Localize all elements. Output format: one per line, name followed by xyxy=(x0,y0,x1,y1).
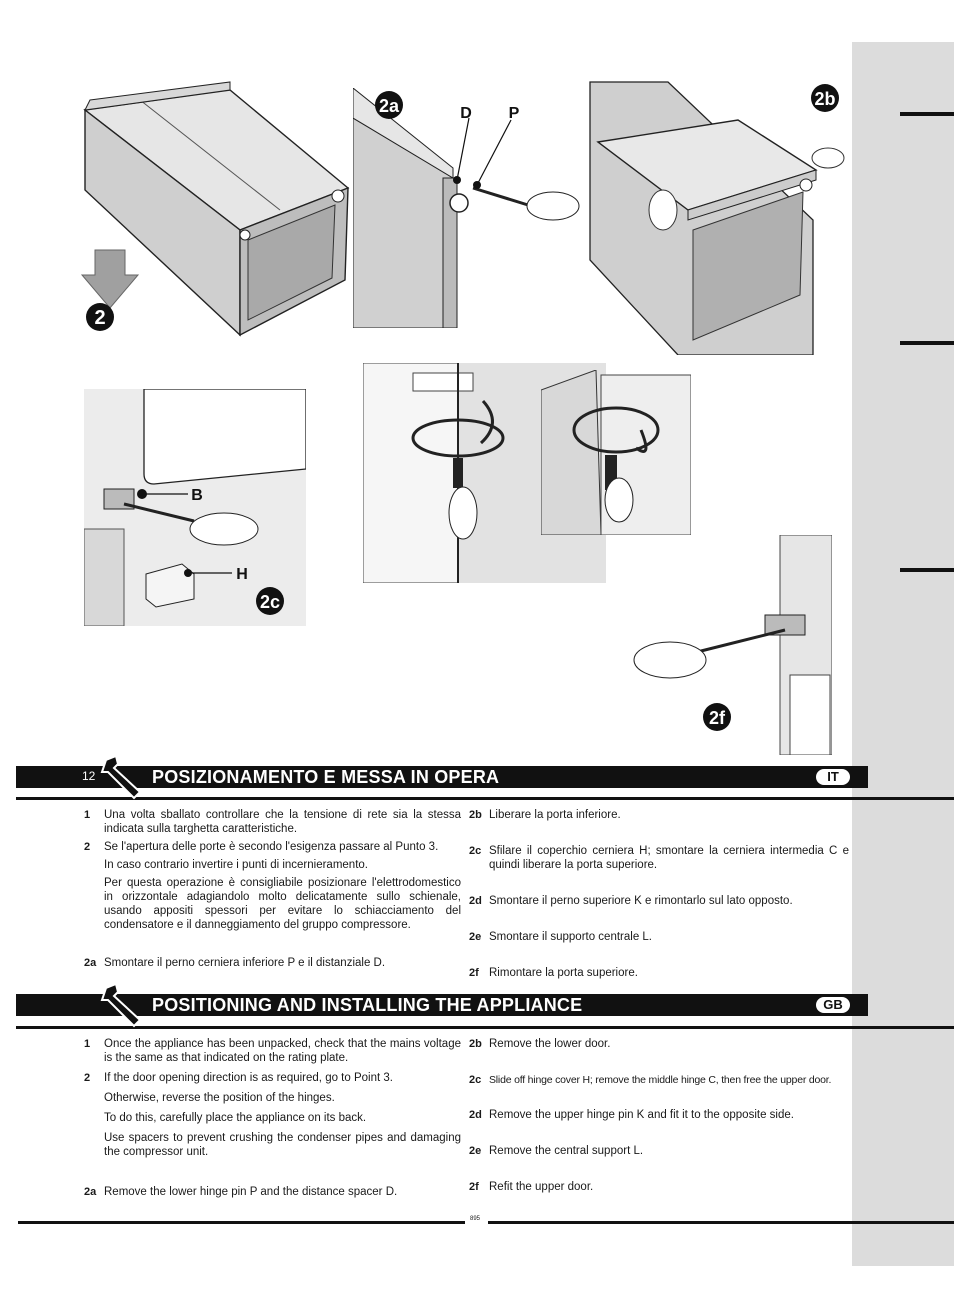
figure-badge: 2f xyxy=(708,708,726,728)
footer-rule xyxy=(18,1221,465,1224)
figure-2b-lower-door-removal xyxy=(588,80,848,355)
section-divider xyxy=(16,797,954,800)
step-number: 2e xyxy=(469,1145,482,1157)
step-number: 2f xyxy=(469,967,479,979)
language-badge: GB xyxy=(816,997,850,1013)
step-number: 2b xyxy=(469,1038,482,1050)
figure-badge: 2a xyxy=(378,96,400,116)
step-text: Refit the upper door. xyxy=(489,1181,594,1193)
step-number: 2a xyxy=(84,1186,97,1198)
section-header-it xyxy=(16,766,868,788)
label-p: P xyxy=(508,105,520,122)
wrench-icon xyxy=(100,754,146,805)
step-number: 2b xyxy=(469,809,482,821)
figure-2c-hinge-cover xyxy=(84,389,306,626)
step-text: Otherwise, reverse the position of the hinges. xyxy=(104,1092,335,1104)
section-title: POSIZIONAMENTO E MESSA IN OPERA xyxy=(152,767,500,787)
step-number: 2f xyxy=(469,1181,479,1193)
figure-2e-central-support xyxy=(541,370,691,535)
step-text: Smontare il perno superiore K e rimontarlo sul lato opposto. xyxy=(489,895,793,907)
step-text: Rimontare la porta superiore. xyxy=(489,967,638,979)
section-title: POSITIONING AND INSTALLING THE APPLIANCE xyxy=(152,995,583,1015)
step-number: 1 xyxy=(84,1038,91,1050)
step-number: 2d xyxy=(469,1109,482,1121)
section-divider xyxy=(16,1026,954,1029)
step-number: 2c xyxy=(469,845,482,857)
step-number: 2 xyxy=(84,841,91,853)
step-text: Use spacers to prevent crushing the condenser pipes and damaging the compressor unit. xyxy=(104,1132,461,1158)
step-text: Smontare il perno cerniera inferiore P e il distanziale D. xyxy=(104,957,386,969)
figure-2f-refit-door xyxy=(605,535,832,755)
page-number: 12 xyxy=(82,769,96,783)
step-number: 2 xyxy=(84,1072,91,1084)
label-b: B xyxy=(191,487,203,504)
figure-badge: 2c xyxy=(259,592,281,612)
figure-badge: 2b xyxy=(814,89,836,109)
step-number: 2e xyxy=(469,931,482,943)
step-text: Se l'apertura delle porte è secondo l'esigenza passare al Punto 3. xyxy=(104,841,439,853)
figure-2a-lower-hinge xyxy=(353,88,593,328)
label-d: D xyxy=(460,105,472,122)
step-text: Remove the lower door. xyxy=(489,1038,611,1050)
step-text: To do this, carefully place the appliance on its back. xyxy=(104,1112,367,1124)
sidebar-marker xyxy=(900,112,954,116)
label-h: H xyxy=(236,566,248,583)
sidebar-marker xyxy=(900,341,954,345)
step-number: 2c xyxy=(469,1074,482,1086)
step-text: Liberare la porta inferiore. xyxy=(489,809,621,821)
page-sidebar-tab xyxy=(852,42,954,1266)
step-text: Slide off hinge cover H; remove the middle hinge C, then free the upper door. xyxy=(489,1074,832,1086)
step-text: Smontare il supporto centrale L. xyxy=(489,931,653,943)
step-text: Remove the lower hinge pin P and the distance spacer D. xyxy=(104,1186,398,1198)
step-number: 2d xyxy=(469,895,482,907)
section-header-gb xyxy=(16,994,868,1016)
step-text: In caso contrario invertire i punti di incernieramento. xyxy=(104,859,368,871)
step-text: If the door opening direction is as required, go to Point 3. xyxy=(104,1072,393,1084)
footer-rule xyxy=(488,1221,954,1224)
step-text: Remove the upper hinge pin K and fit it to the opposite side. xyxy=(489,1109,794,1121)
sidebar-marker xyxy=(900,568,954,572)
footer-code: 895 xyxy=(470,1216,481,1222)
step-text: Once the appliance has been unpacked, check that the mains voltage is the same as that indicated on the rating plate. xyxy=(104,1038,461,1064)
figure-2-appliance-on-back xyxy=(80,80,360,350)
wrench-icon xyxy=(100,982,146,1033)
step-text: Per questa operazione è consigliabile posizionare l'elettrodomestico in orizzontale adagiandolo molto delicatamente sullo schienale, usando appositi spessori per evitare lo schiacciamento del condensatore e il danneggiamento del gruppo compressore. xyxy=(104,877,461,931)
step-text: Remove the central support L. xyxy=(489,1145,644,1157)
step-text: Una volta sballato controllare che la tensione di rete sia la stessa indicata sulla targhetta caratteristiche. xyxy=(104,809,461,835)
step-text: Sfilare il coperchio cerniera H; smontare la cerniera intermedia C e quindi liberare la porta superiore. xyxy=(489,845,849,871)
figure-badge: 2 xyxy=(94,307,106,329)
step-number: 1 xyxy=(84,809,91,821)
language-badge: IT xyxy=(816,769,850,785)
step-number: 2a xyxy=(84,957,97,969)
